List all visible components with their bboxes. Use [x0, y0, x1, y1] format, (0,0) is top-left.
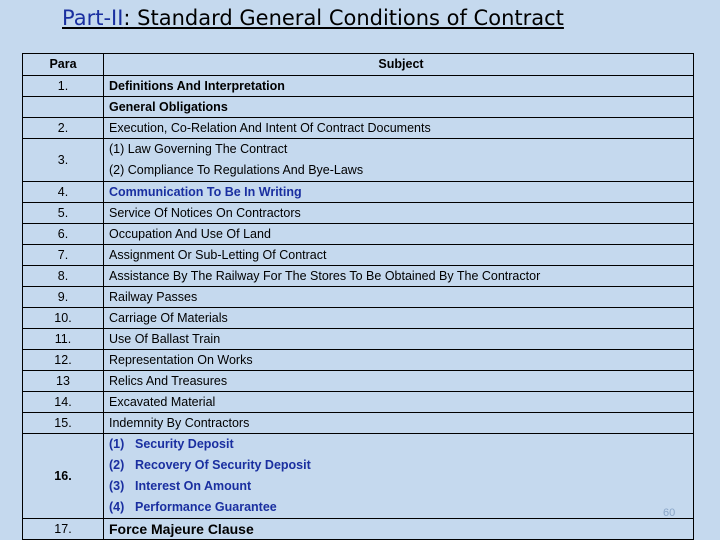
- title-part: Part-II: [62, 6, 124, 30]
- para-number: 16.: [23, 434, 104, 519]
- subline-text: Performance Guarantee: [135, 500, 277, 514]
- para-number: 17.: [23, 519, 104, 540]
- table-row: [23, 203, 694, 224]
- title-rest: : Standard General Conditions of Contract: [123, 6, 564, 30]
- table-row: [23, 434, 694, 519]
- subject-text: Communication To Be In Writing: [104, 182, 694, 203]
- subject-text: Execution, Co-Relation And Intent Of Contract Documents: [104, 118, 694, 139]
- subject-text: Relics And Treasures: [104, 371, 694, 392]
- contents-table: [22, 53, 694, 540]
- subject-text: Excavated Material: [104, 392, 694, 413]
- para-number: 6.: [23, 224, 104, 245]
- subject-subline: [109, 455, 693, 476]
- para-number: 9.: [23, 287, 104, 308]
- subject-subline: [109, 434, 693, 455]
- table-row: [23, 371, 694, 392]
- table-row: [23, 118, 694, 139]
- page-number: 60: [663, 507, 676, 519]
- subject-header: Subject: [104, 54, 694, 76]
- subject-cell: [104, 139, 694, 182]
- subject-text: Occupation And Use Of Land: [104, 224, 694, 245]
- table-row: [23, 329, 694, 350]
- para-number: 14.: [23, 392, 104, 413]
- table-row: [23, 245, 694, 266]
- table-row: [23, 350, 694, 371]
- para-number: 7.: [23, 245, 104, 266]
- para-number: 12.: [23, 350, 104, 371]
- subject-text: Representation On Works: [104, 350, 694, 371]
- subject-text: Use Of Ballast Train: [104, 329, 694, 350]
- table-row: [23, 139, 694, 182]
- table-header-row: [23, 54, 694, 76]
- table-row: [23, 224, 694, 245]
- subline-number: (2): [109, 458, 125, 472]
- subject-text: General Obligations: [104, 97, 694, 118]
- subject-text: Railway Passes: [104, 287, 694, 308]
- para-number: 5.: [23, 203, 104, 224]
- subject-text: Force Majeure Clause: [104, 519, 694, 540]
- para-number: 4.: [23, 182, 104, 203]
- para-number: 3.: [23, 139, 104, 182]
- subline-number: (3): [109, 479, 125, 493]
- table-row: [23, 519, 694, 540]
- table-row: [23, 182, 694, 203]
- subline-text: Interest On Amount: [135, 479, 252, 493]
- subject-text: Carriage Of Materials: [104, 308, 694, 329]
- para-number: 15.: [23, 413, 104, 434]
- subject-subline: (1) Law Governing The Contract: [109, 142, 288, 156]
- subject-text: Assignment Or Sub-Letting Of Contract: [104, 245, 694, 266]
- table-row: [23, 413, 694, 434]
- table-row: [23, 308, 694, 329]
- subline-text: Recovery Of Security Deposit: [135, 458, 311, 472]
- subject-text: Definitions And Interpretation: [104, 76, 694, 97]
- table-row: [23, 392, 694, 413]
- subject-text: Assistance By The Railway For The Stores To Be Obtained By The Contractor: [104, 266, 694, 287]
- para-number: 10.: [23, 308, 104, 329]
- table-row: [23, 97, 694, 118]
- para-number: 2.: [23, 118, 104, 139]
- para-number: 1.: [23, 76, 104, 97]
- subject-text: Indemnity By Contractors: [104, 413, 694, 434]
- subject-text: Service Of Notices On Contractors: [104, 203, 694, 224]
- subline-text: Security Deposit: [135, 437, 234, 451]
- table-row: [23, 266, 694, 287]
- para-number: 13: [23, 371, 104, 392]
- page-title: [62, 6, 564, 30]
- subject-subline: (2) Compliance To Regulations And Bye-Laws: [109, 163, 364, 177]
- subject-subline: [109, 497, 693, 518]
- para-header: Para: [23, 54, 104, 76]
- table-row: [23, 287, 694, 308]
- para-number: 8.: [23, 266, 104, 287]
- para-number: 11.: [23, 329, 104, 350]
- subline-number: (4): [109, 500, 125, 514]
- table-row: [23, 76, 694, 97]
- subject-subline: [109, 476, 693, 497]
- subline-number: (1): [109, 437, 125, 451]
- para-number: [23, 97, 104, 118]
- subject-cell: [104, 434, 694, 519]
